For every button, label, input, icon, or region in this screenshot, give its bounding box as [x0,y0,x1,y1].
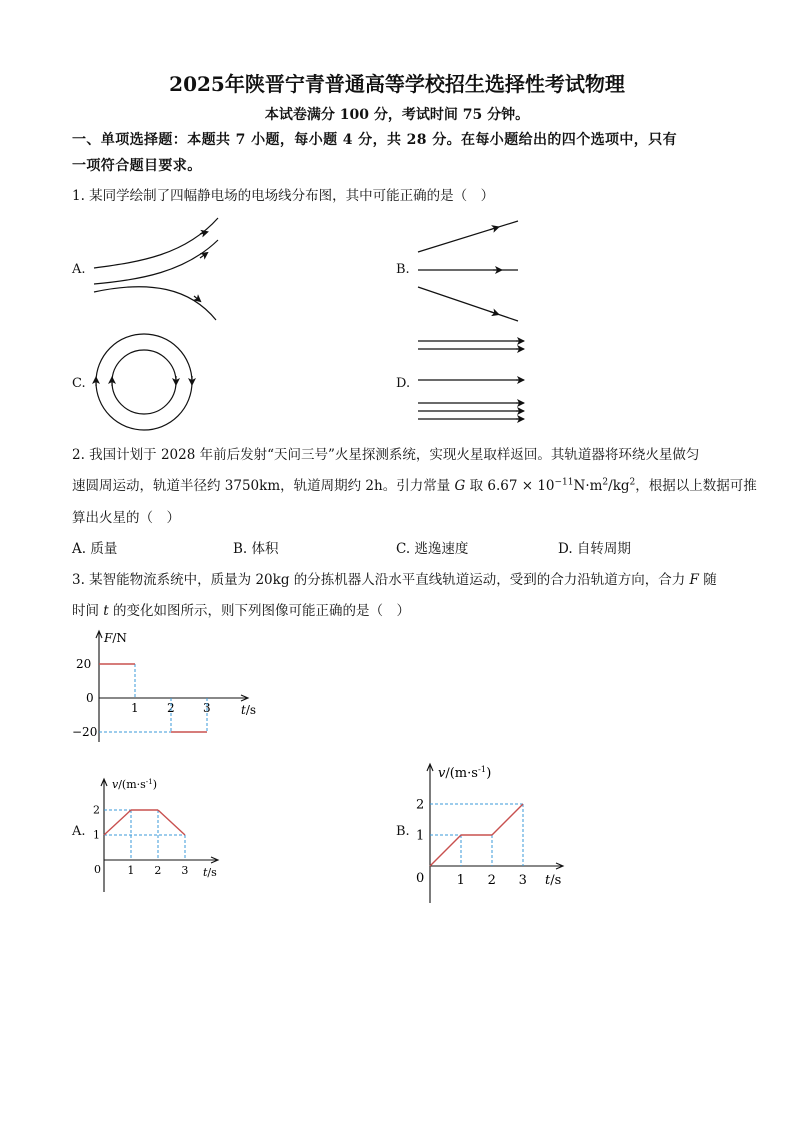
question-3-line2: 时间 t 的变化如图所示，则下列图像可能正确的是（ ） [72,603,411,619]
question-2-line1: 2. 我国计划于 2028 年前后发射“天问三号”火星探测系统，实现火星取样返回。其轨道器将环绕火星做匀 [72,447,700,463]
q1-option-c-label: C. [72,376,86,391]
f-graph-y-tick-neg20: −20 [72,725,98,739]
q2-option-a: A. 质量 [72,541,118,557]
a-graph-x-tick-3: 3 [181,864,189,877]
a-graph-y-tick-2: 2 [93,803,100,817]
q1-option-d-label: D. [396,376,411,391]
a-graph-x-tick-1: 1 [127,864,135,877]
a-graph-y-tick-1: 1 [93,828,100,842]
question-1-stem: 1. 某同学绘制了四幅静电场的电场线分布图，其中可能正确的是（ ） [72,188,495,204]
section-instructions-line1: 一、单项选择题：本题共 7 小题，每小题 4 分，共 28 分。在每小题给出的四个选项中，只有 [72,132,678,148]
a-graph-x-tick-2: 2 [154,864,162,877]
question-2-line2: 速圆周运动，轨道半径约 3750km，轨道周期约 2h。引力常量 G 取 $6.67 \times 10^{-11}N\cdot m^2/kg^2$，根据以上数据可推 [72,477,757,494]
question-2-line3: 算出火星的（ ） [72,510,180,526]
q3-option-a-label: A. [72,824,86,839]
q1-option-a-label: A. [72,262,86,277]
f-graph-x-tick-1: 1 [131,701,139,715]
b-graph-origin: 0 [416,871,425,886]
b-graph-x-label: t/s [545,873,562,888]
b-graph-x-tick-1: 1 [456,873,465,888]
section-instructions-line2: 一项符合题目要求。 [72,158,202,174]
b-graph-y-label: $v/(m\cdot s^{-1})$ [438,764,492,781]
f-graph-x-label: t/s [241,703,257,717]
exam-title: 2025年陕晋宁青普通高等学校招生选择性考试物理 [169,72,625,96]
a-graph-y-label: $v/(m\cdot s^{-1})$ [112,776,158,791]
q2-option-c: C. 逃逸速度 [396,541,469,557]
q2-option-d: D. 自转周期 [558,541,631,557]
q2-option-b: B. 体积 [233,541,279,557]
b-graph-segment-1 [430,835,461,866]
a-graph-origin: 0 [94,863,101,876]
f-graph-y-tick-0: 0 [86,691,94,705]
b-graph-x-tick-2: 2 [487,873,496,888]
f-graph-y-label: F/N [104,631,127,645]
b-graph-y-tick-2: 2 [416,797,425,813]
exam-subtitle: 本试卷满分 100 分，考试时间 75 分钟。 [264,107,530,123]
f-graph-x-tick-2: 2 [167,701,175,715]
f-graph-y-tick-20: 20 [76,657,92,671]
b-graph-x-tick-3: 3 [518,873,527,888]
b-graph-segment-3 [492,804,523,835]
f-graph-x-tick-3: 3 [203,701,211,715]
q3-option-b-label: B. [396,824,410,839]
q1-option-b-label: B. [396,262,410,277]
question-3-line1: 3. 某智能物流系统中，质量为 20kg 的分拣机器人沿水平直线轨道运动，受到的合力沿轨道方向，合力 F 随 [72,572,717,588]
a-graph-x-label: t/s [203,866,217,879]
b-graph-y-tick-1: 1 [416,828,425,844]
